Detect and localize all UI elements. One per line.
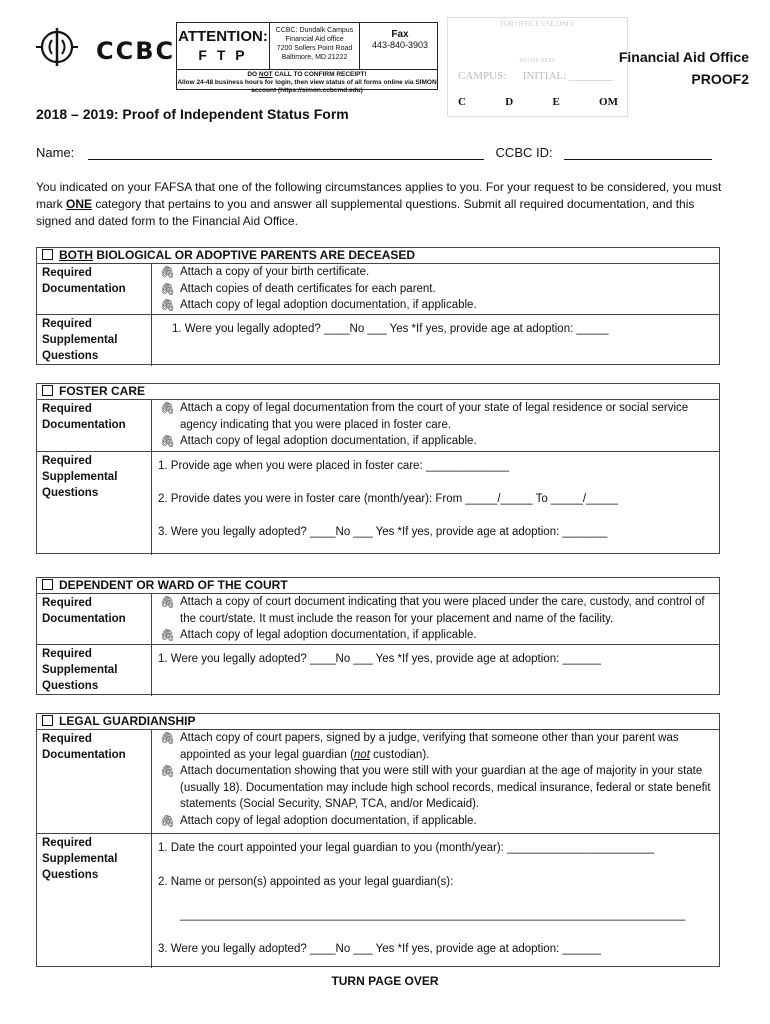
doc-text: Attach copy of legal adoption documentation, if applicable. [180, 814, 477, 827]
paperclip-icon: 🖇 [160, 595, 176, 609]
section-header [37, 384, 719, 400]
attention-title: ATTENTION: [178, 28, 268, 45]
doc-item [158, 297, 719, 314]
intro-part-2: category that pertains to you and answer all supplemental questions. Submit all required documentation, and this signed and dated form to the Financial Aid Office. [36, 197, 695, 228]
code-om: OM [599, 96, 618, 108]
doc-item [158, 813, 719, 830]
doc-item [158, 433, 719, 450]
question-foster-dates: 2. Provide dates you were in foster care (month/year): From _____/_____ To _____/_____ [158, 493, 619, 505]
doc-text: Attach a copy of legal documentation from the court of your state of legal residence or social service agency indicating that you were placed in foster care. [180, 402, 689, 431]
supplemental-label: Required Supplemental Questions [42, 648, 118, 692]
paperclip-icon: 🖇 [160, 813, 176, 828]
paperclip-icon: 🖇 [160, 265, 176, 279]
question-foster-age: 1. Provide age when you were placed in foster care: _____________ [158, 460, 509, 472]
checkbox-icon[interactable] [42, 579, 53, 590]
paperclip-icon: 🖇 [160, 298, 176, 312]
intro-paragraph [36, 179, 726, 230]
doc-item [158, 627, 719, 644]
doc-text: Attach copy of legal adoption documentation, if applicable. [180, 435, 477, 447]
section-header [37, 248, 719, 264]
form-title: 2018 – 2019: Proof of Independent Status Form [36, 106, 349, 122]
office-use-box [447, 17, 628, 117]
required-docs-row [37, 730, 719, 834]
section-ward-of-court [36, 577, 720, 695]
section-title: DEPENDENT OR WARD OF THE COURT [59, 578, 288, 592]
fax-block [361, 23, 439, 69]
question-date-appointed: 1. Date the court appointed your legal guardian to you (month/year): _______________________ [158, 842, 655, 854]
office-campus-row [458, 70, 613, 82]
code-c: C [458, 96, 466, 108]
doc-item [158, 763, 719, 813]
paperclip-icon: 🖇 [160, 628, 176, 642]
code-d: D [505, 96, 514, 108]
turn-page-over: TURN PAGE OVER [331, 974, 439, 988]
code-e: E [552, 96, 560, 108]
doc-text: Attach copies of death certificates for each parent. [180, 282, 436, 295]
ccbc-id-field[interactable] [564, 147, 712, 160]
name-field[interactable] [88, 147, 484, 160]
financial-aid-office: Financial Aid Office [618, 49, 749, 65]
section-title: LEGAL GUARDIANSHIP [59, 714, 196, 728]
section-legal-guardianship [36, 713, 720, 967]
doc-text: Attach copy of legal adoption documentation, if applicable. [180, 299, 477, 311]
section-title: BIOLOGICAL OR ADOPTIVE PARENTS ARE DECEASED [93, 248, 416, 262]
required-docs-row [37, 594, 719, 645]
proof-code: PROOF2 [691, 71, 749, 87]
campus-street: 7200 Sollers Point Road [276, 45, 353, 52]
question-adopted: 1. Were you legally adopted? ____No ___ Yes *If yes, provide age at adoption: ______ [158, 653, 601, 665]
office-codes [458, 96, 618, 108]
required-docs-row [37, 264, 719, 315]
doc-item [158, 264, 719, 281]
paperclip-icon: 🖇 [160, 434, 176, 448]
doc-item [158, 400, 719, 433]
doc-text: Attach copy of legal adoption documentation, if applicable. [180, 629, 477, 641]
doc-text-end: custodian). [369, 748, 430, 761]
ccbc-id-label: CCBC ID: [495, 145, 553, 160]
section-deceased [36, 247, 720, 365]
checkbox-icon[interactable] [42, 249, 53, 260]
campus-office: Financial Aid office [285, 36, 344, 43]
campus-label: CAMPUS: [458, 70, 507, 82]
question-adopted: 3. Were you legally adopted? ____No ___ Yes *If yes, provide age at adoption: ______ [158, 942, 601, 955]
initial-label: INITIAL: ________ [522, 70, 613, 82]
required-docs-label: Required Documentation [42, 733, 126, 761]
fax-number: 443-840-3903 [371, 40, 429, 50]
paperclip-icon: 🖇 [160, 281, 176, 296]
no-call-not: NOT [258, 71, 273, 78]
question-adopted: 3. Were you legally adopted? ____No ___ Yes *If yes, provide age at adoption: _______ [158, 526, 608, 538]
name-row [36, 145, 712, 160]
section-header [37, 578, 719, 594]
no-call-post: CALL TO CONFIRM RECEIPT! [272, 71, 367, 78]
section-header [37, 714, 719, 730]
required-docs-label: Required Documentation [42, 267, 126, 295]
ccbc-logo-text: CCBC [96, 37, 176, 65]
required-docs-label: Required Documentation [42, 597, 126, 625]
campus-city: Baltimore, MD 21222 [281, 54, 348, 61]
supplemental-row [37, 315, 719, 366]
question-adopted: 1. Were you legally adopted? ____No ___ Yes *If yes, provide age at adoption: _____ [172, 323, 609, 335]
doc-item [158, 281, 719, 298]
section-title-emph: BOTH [59, 248, 93, 262]
allow-text: Allow 24-48 business hours for login, then view status of all forms online via SIMON account (https://simon.ccbcmd.edu) [177, 79, 437, 94]
attention-notice [177, 69, 437, 94]
checkbox-icon[interactable] [42, 385, 53, 396]
supplemental-row [37, 645, 719, 696]
stamp-here-label: STAMP HERE [519, 58, 556, 64]
doc-item [158, 730, 719, 763]
name-label: Name: [36, 145, 75, 160]
doc-item [158, 594, 719, 627]
ccbc-logo-icon [36, 26, 78, 68]
doc-text: Attach a copy of your birth certificate. [180, 266, 370, 278]
supplemental-label: Required Supplemental Questions [42, 455, 118, 499]
campus-name: CCBC: Dundalk Campus [275, 27, 354, 34]
doc-text: Attach a copy of court document indicating that you were placed under the care, custody, and control of the court/state. It must include the reason for your placement and name of the facility. [180, 596, 705, 625]
section-foster-care [36, 383, 720, 554]
office-use-label: FOR OFFICE USE ONLY [500, 20, 575, 28]
supplemental-label: Required Supplemental Questions [42, 837, 118, 881]
supplemental-row [37, 834, 719, 968]
section-title: FOSTER CARE [59, 384, 146, 398]
no-call-pre: DO [247, 71, 259, 78]
fax-label: Fax [391, 29, 409, 40]
checkbox-icon[interactable] [42, 715, 53, 726]
guardian-name-line[interactable]: _______________________________________________________________________________ [180, 909, 686, 921]
supplemental-label: Required Supplemental Questions [42, 318, 118, 362]
paperclip-icon: 🖇 [160, 731, 176, 745]
paperclip-icon: 🖇 [160, 401, 176, 415]
doc-not: not [353, 748, 370, 761]
campus-address [270, 23, 360, 69]
intro-part-1: You indicated on your FAFSA that one of the following circumstances applies to you. For your request to be considered, you must mark [36, 180, 722, 211]
required-docs-row [37, 400, 719, 452]
attention-box [176, 22, 438, 94]
question-guardian-name: 2. Name or person(s) appointed as your legal guardian(s): [158, 875, 454, 888]
required-docs-label: Required Documentation [42, 403, 126, 431]
intro-one: ONE [66, 197, 93, 211]
attention-sub: F T P [198, 47, 248, 63]
doc-text: Attach copy of court papers, signed by a judge, verifying that someone other than your parent was appointed as your legal guardian ( [180, 732, 679, 761]
supplemental-row [37, 452, 719, 555]
doc-text: Attach documentation showing that you were still with your guardian at the age of majority in your state (usually 18). Documentation may include high school records, medical insurance, federal or state benefit statements (Social Security, SNAP, TCA, and/or Medicaid). [180, 765, 711, 810]
paperclip-icon: 🖇 [160, 764, 176, 778]
